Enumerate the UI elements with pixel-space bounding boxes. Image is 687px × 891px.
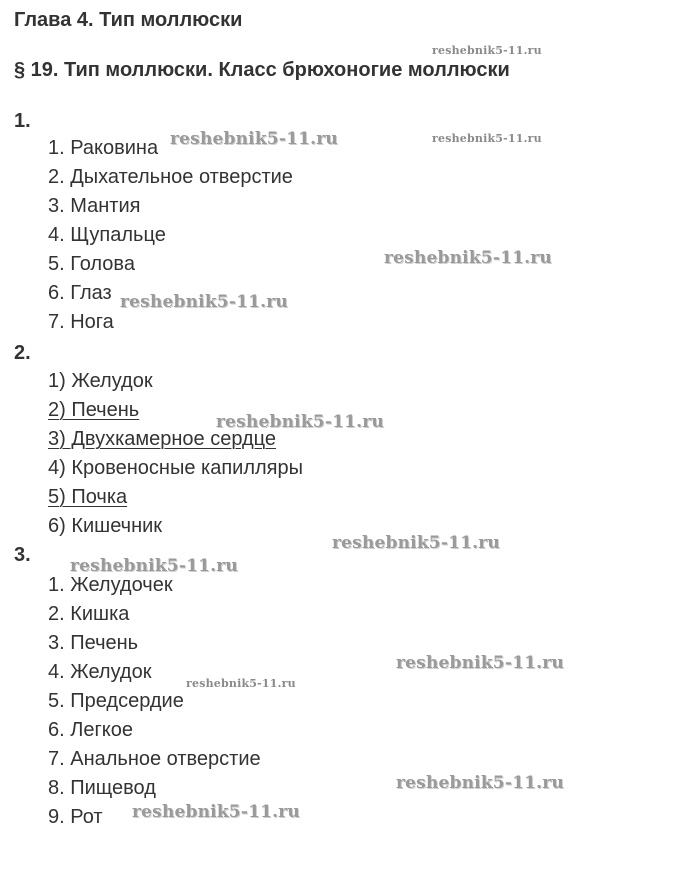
watermark: reshebnik5-11.ru (432, 132, 542, 145)
watermark: reshebnik5-11.ru (120, 292, 288, 312)
task-1-item-6: 6. Глаз (48, 282, 112, 304)
task-2-item-3: 3) Двухкамерное сердце (48, 428, 277, 450)
task-1-item-2: 2. Дыхательное отверстие (48, 166, 293, 188)
watermark: reshebnik5-11.ru (216, 412, 384, 432)
task-2-item-2: 2) Печень (48, 399, 140, 421)
task-1-item-7: 7. Нога (48, 311, 114, 333)
watermark: reshebnik5-11.ru (396, 653, 564, 673)
task-3-item-2: 2. Кишка (48, 603, 130, 625)
watermark: reshebnik5-11.ru (132, 802, 300, 822)
task-2-item-4: 4) Кровеносные капилляры (48, 457, 304, 479)
task-3-item-7: 7. Анальное отверстие (48, 748, 261, 770)
task-1-item-5: 5. Голова (48, 253, 135, 275)
watermark: reshebnik5-11.ru (384, 248, 552, 268)
watermark: reshebnik5-11.ru (332, 533, 500, 553)
chapter-title: Глава 4. Тип моллюски (14, 9, 243, 31)
watermark: reshebnik5-11.ru (432, 44, 542, 57)
task-number-2: 2. (14, 342, 31, 364)
task-1-item-1: 1. Раковина (48, 137, 159, 159)
task-2-item-6: 6) Кишечник (48, 515, 163, 537)
task-number-1: 1. (14, 110, 31, 132)
task-2-item-1: 1) Желудок (48, 370, 153, 392)
task-3-item-9: 9. Рот (48, 806, 103, 828)
task-number-3: 3. (14, 544, 31, 566)
watermark: reshebnik5-11.ru (396, 773, 564, 793)
task-3-item-4: 4. Желудок (48, 661, 152, 683)
watermark: reshebnik5-11.ru (70, 556, 238, 576)
watermark: reshebnik5-11.ru (170, 129, 338, 149)
task-1-item-3: 3. Мантия (48, 195, 141, 217)
task-2-item-5: 5) Почка (48, 486, 128, 508)
task-3-item-1: 1. Желудочек (48, 574, 173, 596)
task-3-item-8: 8. Пищевод (48, 777, 156, 799)
watermark: reshebnik5-11.ru (186, 677, 296, 690)
task-3-item-6: 6. Легкое (48, 719, 133, 741)
task-1-item-4: 4. Щупальце (48, 224, 166, 246)
task-3-item-5: 5. Предсердие (48, 690, 184, 712)
section-title: § 19. Тип моллюски. Класс брюхоногие моллюски (14, 59, 510, 81)
task-3-item-3: 3. Печень (48, 632, 139, 654)
